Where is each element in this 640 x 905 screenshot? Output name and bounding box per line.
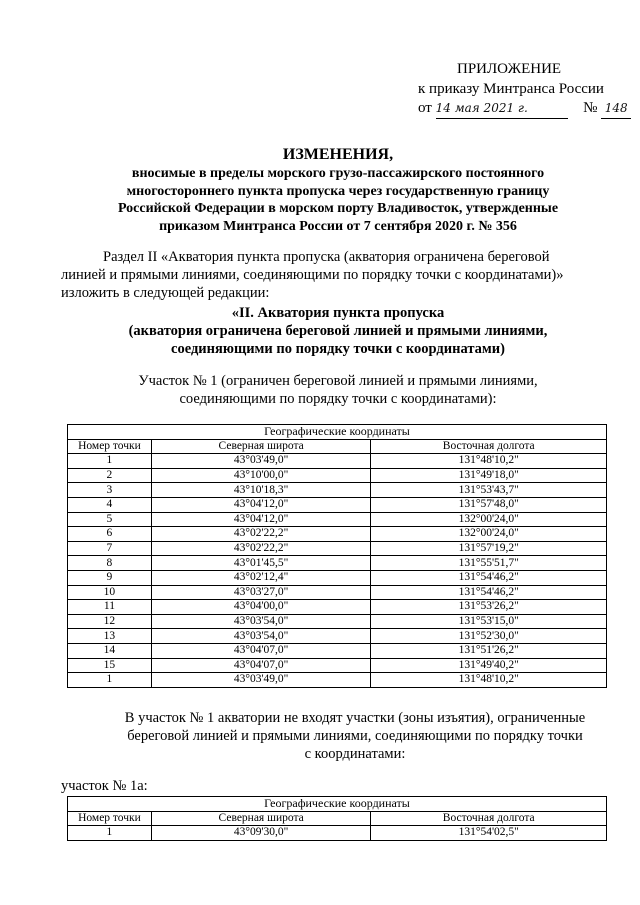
col-header-longitude: Восточная долгота	[371, 811, 607, 826]
cell-point-number: 13	[68, 629, 152, 644]
area1-description	[60, 372, 616, 408]
section-heading	[60, 304, 616, 358]
table-row	[68, 556, 607, 571]
table-row	[68, 600, 607, 615]
appendix-order-ref: к приказу Минтранса России	[418, 81, 604, 97]
table-body	[68, 826, 607, 841]
intro-line-1: Раздел II «Акватория пункта пропуска (акватория ограничена береговой	[103, 249, 550, 265]
subtitle-line: приказом Минтранса России от 7 сентября 2020 г. № 356	[159, 218, 517, 234]
cell-point-number: 14	[68, 643, 152, 658]
cell-longitude: 132°00'24,0"	[371, 527, 607, 542]
cell-longitude: 131°54'46,2"	[371, 585, 607, 600]
coordinates-table-1	[67, 424, 607, 688]
table-row	[68, 483, 607, 498]
cell-latitude: 43°03'49,0"	[151, 673, 371, 688]
table-row	[68, 614, 607, 629]
cell-latitude: 43°02'12,4"	[151, 570, 371, 585]
col-header-latitude: Северная широта	[151, 439, 371, 454]
cell-latitude: 43°09'30,0"	[151, 826, 371, 841]
cell-longitude: 131°53'15,0"	[371, 614, 607, 629]
table-row	[68, 658, 607, 673]
subtitle-line: многостороннего пункта пропуска через государственную границу	[126, 183, 550, 199]
cell-longitude: 131°54'46,2"	[371, 570, 607, 585]
cell-latitude: 43°02'22,2"	[151, 541, 371, 556]
section-line: (акватория ограничена береговой линией и прямыми линиями,	[128, 323, 548, 339]
cell-latitude: 43°04'07,0"	[151, 658, 371, 673]
subtitle-line: Российской Федерации в морском порту Владивосток, утвержденные	[117, 201, 559, 216]
cell-point-number: 15	[68, 658, 152, 673]
intro-line-2: линией и прямыми линиями, соединяющими по порядку точки с координатами)»	[61, 267, 564, 283]
exclusion-line: В участок № 1 акватории не входят участки (зоны изъятия), ограниченные	[124, 710, 586, 726]
cell-point-number: 2	[68, 468, 152, 483]
cell-longitude: 131°48'10,2"	[371, 673, 607, 688]
cell-latitude: 43°10'00,0"	[151, 468, 371, 483]
subtitle-line: вносимые в пределы морского грузо-пассажирского постоянного	[131, 166, 545, 181]
cell-latitude: 43°01'45,5"	[151, 556, 371, 571]
table-body	[68, 454, 607, 688]
cell-point-number: 9	[68, 570, 152, 585]
area1-line: соединяющими по порядку точки с координатами):	[179, 391, 497, 407]
cell-point-number: 7	[68, 541, 152, 556]
area1-line: Участок № 1 (ограничен береговой линией и прямыми линиями,	[138, 373, 538, 389]
doc-subtitle	[60, 165, 616, 235]
exclusion-line: с координатами:	[304, 746, 406, 762]
cell-latitude: 43°03'54,0"	[151, 629, 371, 644]
cell-point-number: 8	[68, 556, 152, 571]
number-label: №	[583, 100, 598, 116]
table-row	[68, 527, 607, 542]
doc-title: ИЗМЕНЕНИЯ,	[282, 146, 394, 163]
cell-longitude: 131°53'43,7"	[371, 483, 607, 498]
cell-longitude: 131°57'48,0"	[371, 497, 607, 512]
from-label: от	[418, 100, 432, 116]
table-row	[68, 570, 607, 585]
table-row	[68, 454, 607, 469]
section-line: соединяющими по порядку точки с координатами)	[171, 341, 505, 357]
cell-longitude: 131°57'19,2"	[371, 541, 607, 556]
cell-point-number: 12	[68, 614, 152, 629]
cell-longitude: 131°55'51,7"	[371, 556, 607, 571]
cell-longitude: 131°54'02,5"	[371, 826, 607, 841]
table-row	[68, 629, 607, 644]
col-header-longitude: Восточная долгота	[371, 439, 607, 454]
cell-longitude: 131°49'18,0"	[371, 468, 607, 483]
intro-line-3: изложить в следующей редакции:	[61, 285, 270, 301]
cell-point-number: 1	[68, 826, 152, 841]
col-header-latitude: Северная широта	[151, 811, 371, 826]
cell-point-number: 1	[68, 673, 152, 688]
exclusion-text	[60, 709, 640, 763]
cell-latitude: 43°04'07,0"	[151, 643, 371, 658]
cell-latitude: 43°04'00,0"	[151, 600, 371, 615]
cell-latitude: 43°04'12,0"	[151, 497, 371, 512]
table-row	[68, 512, 607, 527]
exclusion-line: береговой линией и прямыми линиями, соединяющими по порядку точки	[127, 728, 583, 744]
area1a-label: участок № 1а:	[61, 778, 148, 794]
appendix-title: ПРИЛОЖЕНИЕ	[457, 61, 562, 77]
table-row	[68, 673, 607, 688]
cell-longitude: 131°48'10,2"	[371, 454, 607, 469]
section-line: «II. Акватория пункта пропуска	[231, 305, 445, 321]
coordinates-table-2	[67, 796, 607, 841]
appendix-date-line	[418, 98, 631, 119]
table-row	[68, 585, 607, 600]
cell-longitude: 131°52'30,0"	[371, 629, 607, 644]
cell-point-number: 4	[68, 497, 152, 512]
cell-latitude: 43°03'27,0"	[151, 585, 371, 600]
cell-latitude: 43°10'18,3"	[151, 483, 371, 498]
table-caption: Географические координаты	[68, 425, 607, 440]
col-header-point: Номер точки	[68, 439, 152, 454]
cell-point-number: 6	[68, 527, 152, 542]
table-row	[68, 643, 607, 658]
cell-point-number: 5	[68, 512, 152, 527]
cell-latitude: 43°02'22,2"	[151, 527, 371, 542]
cell-longitude: 131°49'40,2"	[371, 658, 607, 673]
table-row	[68, 826, 607, 841]
cell-longitude: 131°51'26,2"	[371, 643, 607, 658]
handwritten-date: 14 мая 2021 г.	[436, 98, 568, 119]
handwritten-number: 148	[601, 98, 631, 119]
col-header-point: Номер точки	[68, 811, 152, 826]
cell-latitude: 43°04'12,0"	[151, 512, 371, 527]
table-caption: Географические координаты	[68, 797, 607, 812]
cell-point-number: 1	[68, 454, 152, 469]
table-row	[68, 468, 607, 483]
cell-latitude: 43°03'49,0"	[151, 454, 371, 469]
cell-longitude: 132°00'24,0"	[371, 512, 607, 527]
table-row	[68, 497, 607, 512]
cell-longitude: 131°53'26,2"	[371, 600, 607, 615]
cell-point-number: 11	[68, 600, 152, 615]
table-row	[68, 541, 607, 556]
cell-latitude: 43°03'54,0"	[151, 614, 371, 629]
cell-point-number: 10	[68, 585, 152, 600]
cell-point-number: 3	[68, 483, 152, 498]
